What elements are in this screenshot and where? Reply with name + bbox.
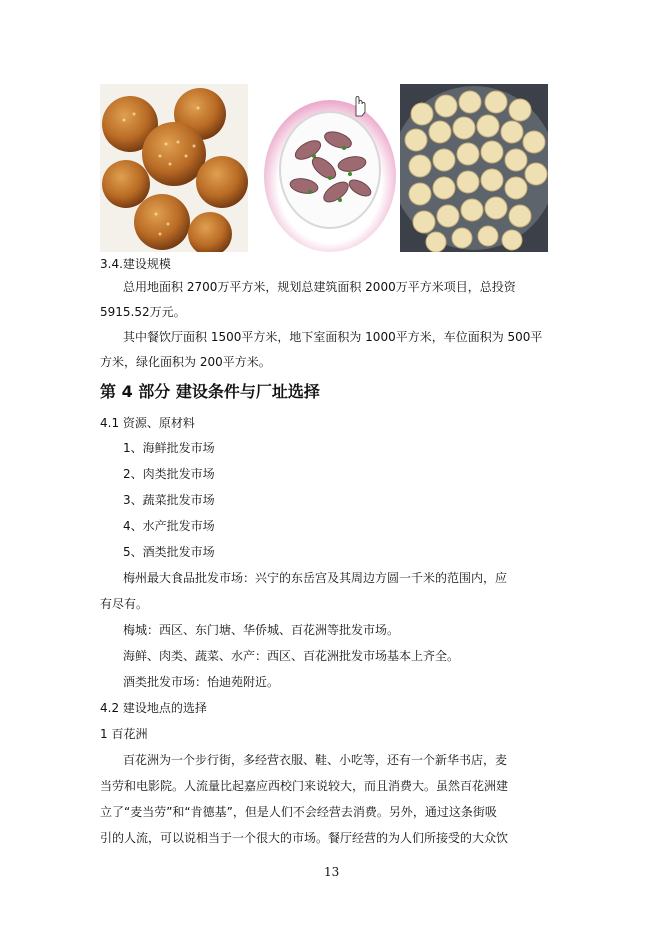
list-item: 2、肉类批发市场: [123, 467, 215, 481]
part-4-heading: 第 4 部分 建设条件与厂址选择: [100, 382, 320, 401]
section-4-1-heading: 4.1 资源、原材料: [100, 416, 195, 430]
sesame-balls-photo: [100, 84, 248, 252]
paragraph-line: 酒类批发市场：怡迪苑附近。: [123, 675, 280, 689]
subsection-heading: 1 百花洲: [100, 727, 148, 741]
paragraph-line: 其中餐饮厅面积 1500平方米，地下室面积为 1000平方米，车位面积为 500平: [123, 330, 543, 344]
list-item: 4、水产批发市场: [123, 519, 215, 533]
paragraph-line: 5915.52万元。: [100, 305, 186, 319]
list-item: 5、酒类批发市场: [123, 545, 215, 559]
steamed-buns-photo: [400, 84, 548, 252]
paragraph-line: 引的人流，可以说相当于一个很大的市场。餐厅经营的为人们所接受的大众饮: [100, 831, 509, 845]
section-3-4-heading: 3.4.建设规模: [100, 257, 171, 271]
page-number: 13: [324, 865, 340, 879]
paragraph-line: 总用地面积 2700万平方米，规划总建筑面积 2000万平方米项目，总投资: [123, 280, 516, 294]
dumplings-plate-photo: [264, 84, 396, 252]
paragraph-line: 梅州最大食品批发市场：兴宁的东岳宫及其周边方圆一千米的范围内，应: [123, 571, 508, 585]
list-item: 3、蔬菜批发市场: [123, 493, 215, 507]
paragraph-line: 有尽有。: [100, 597, 149, 611]
paragraph-line: 当劳和电影院。人流量比起嘉应西校门来说较大，而且消费大。虽然百花洲建: [100, 779, 509, 793]
paragraph-line: 梅城：西区、东门塘、华侨城、百花洲等批发市场。: [123, 623, 400, 637]
section-4-2-heading: 4.2 建设地点的选择: [100, 701, 207, 715]
paragraph-line: 海鲜、肉类、蔬菜、水产：西区、百花洲批发市场基本上齐全。: [123, 649, 460, 663]
paragraph-line: 立了“麦当劳”和“肯德基”，但是人们不会经营去消费。另外，通过这条街吸: [100, 805, 497, 819]
list-item: 1、海鲜批发市场: [123, 441, 215, 455]
paragraph-line: 方米，绿化面积为 200平方米。: [100, 355, 271, 369]
paragraph-line: 百花洲为一个步行街，多经营衣服、鞋、小吃等，还有一个新华书店，麦: [123, 753, 508, 767]
